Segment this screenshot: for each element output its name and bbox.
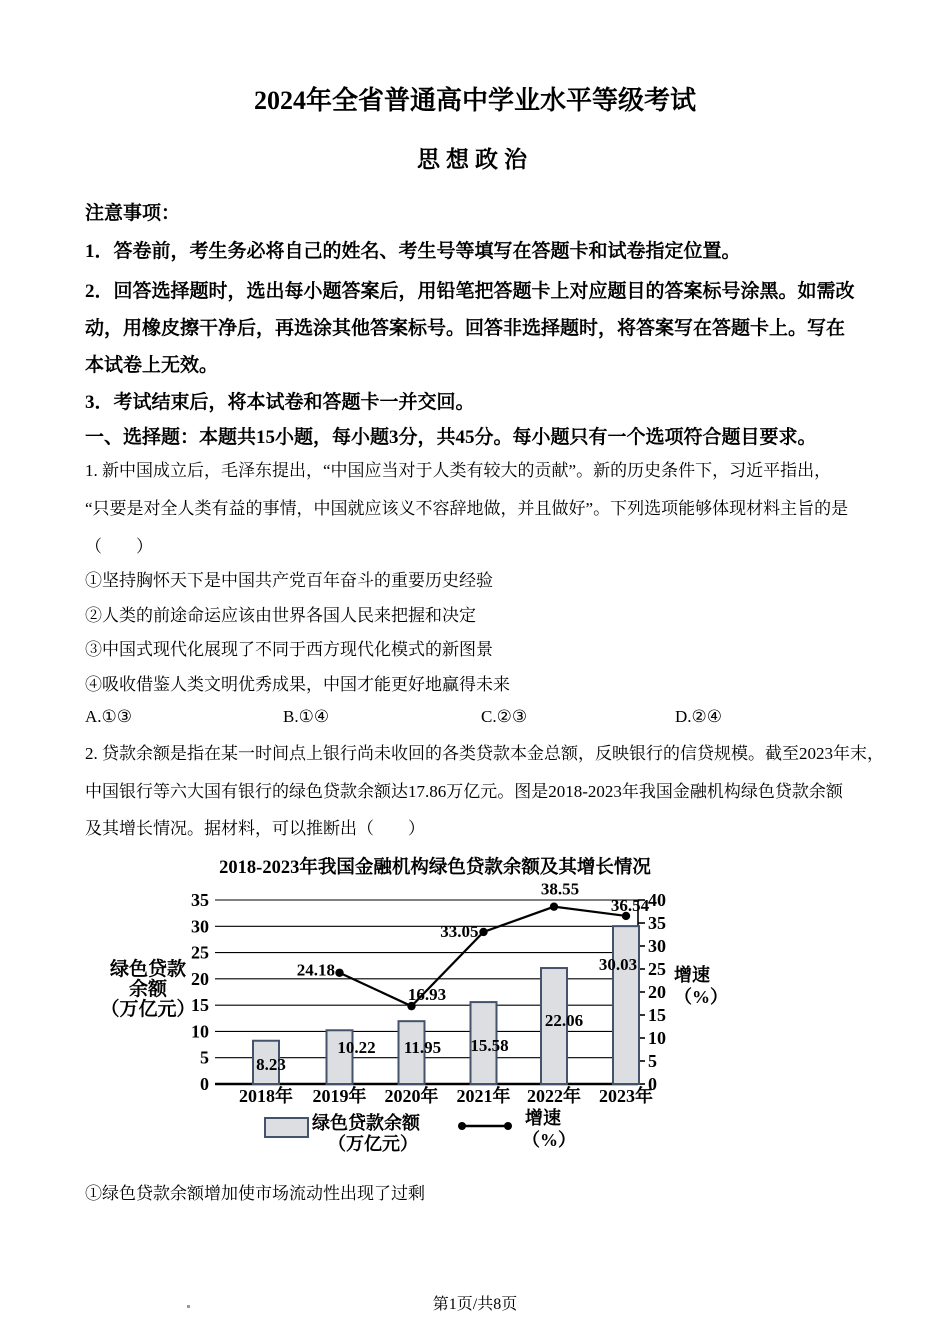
answer-choice-b: B.①④ <box>283 707 330 726</box>
question-1-option-4: ④吸收借鉴人类文明优秀成果，中国才能更好地赢得未来 <box>85 675 510 694</box>
line-point <box>479 928 487 936</box>
legend-bar-label: （万亿元） <box>328 1134 418 1154</box>
line-value-label: 16.93 <box>407 985 447 1005</box>
question-2-line-3: 及其增长情况。据材料，可以推断出（ ） <box>85 819 425 838</box>
line-point <box>550 902 558 910</box>
line-value-label: 36.54 <box>610 895 650 915</box>
bar-value-label: 8.23 <box>256 1055 286 1074</box>
notice-line-3: 动，用橡皮擦干净后，再选涂其他答案标号。回答非选择题时，将答案写在答题卡上。写在 <box>85 318 846 339</box>
notice-line-1: 1．答卷前，考生务必将自己的姓名、考生号等填写在答题卡和试卷指定位置。 <box>85 241 741 262</box>
x-axis-tick-label: 2019年 <box>312 1086 367 1106</box>
x-axis-tick-label: 2023年 <box>599 1086 653 1106</box>
growth-line <box>340 907 627 1006</box>
question-2-line-1: 2. 贷款余额是指在某一时间点上银行尚未收回的各类贷款本金总额，反映银行的信贷规模。截至2023年末， <box>85 744 884 763</box>
right-axis-tick-label: 25 <box>648 959 666 979</box>
page-title: 2024年全省普通高中学业水平等级考试 <box>253 86 696 115</box>
right-axis-title: （%） <box>674 987 728 1007</box>
bar-value-label: 30.03 <box>598 955 638 974</box>
right-axis-tick-label: 20 <box>648 982 666 1002</box>
left-axis-tick-label: 30 <box>191 916 209 937</box>
question-1-option-2: ②人类的前途命运应该由世界各国人民来把握和决定 <box>85 606 476 625</box>
question-1-line-2: “只要是对全人类有益的事情，中国就应该义不容辞地做，并且做好”。下列选项能够体现材料主旨的是 <box>85 499 849 518</box>
line-value-label: 24.18 <box>296 960 335 980</box>
line-value-label: 38.55 <box>540 879 580 899</box>
left-axis-title: 绿色贷款 <box>109 959 187 980</box>
notice-line-2: 2．回答选择题时，选出每小题答案后，用铅笔把答题卡上对应题目的答案标号涂黑。如需改 <box>85 281 855 302</box>
question-1-option-3: ③中国式现代化展现了不同于西方现代化模式的新图景 <box>85 640 493 659</box>
answer-choice-d: D.②④ <box>675 707 723 726</box>
answer-choice-a: A.①③ <box>85 707 133 726</box>
answer-choice-c: C.②③ <box>481 707 528 726</box>
left-axis-tick-label: 20 <box>191 968 209 989</box>
right-axis-tick-label: 0 <box>648 1074 657 1094</box>
right-axis-tick-label: 30 <box>648 936 666 956</box>
right-axis-title: 增速 <box>674 965 710 985</box>
bar-2023年 <box>613 926 639 1084</box>
legend-bar-label: 绿色贷款余额 <box>312 1113 420 1133</box>
right-axis-tick-label: 40 <box>648 890 666 910</box>
left-axis-title: （万亿元） <box>100 999 196 1020</box>
left-axis-tick-label: 0 <box>200 1074 209 1094</box>
right-axis-tick-label: 35 <box>648 913 666 933</box>
x-axis-tick-label: 2018年 <box>239 1086 293 1106</box>
line-value-label: 33.05 <box>440 921 479 941</box>
legend-line-dot <box>504 1122 512 1130</box>
left-axis-tick-label: 10 <box>191 1021 209 1042</box>
right-axis-tick-label: 5 <box>648 1051 657 1071</box>
line-point <box>335 969 343 977</box>
page-subtitle: 思想政治 <box>417 147 533 172</box>
legend-line-label: 增速 <box>525 1108 561 1128</box>
x-axis-tick-label: 2021年 <box>456 1086 511 1106</box>
x-axis-tick-label: 2022年 <box>527 1086 581 1106</box>
bar-value-label: 10.22 <box>337 1038 376 1057</box>
legend-bar-swatch <box>265 1118 308 1137</box>
left-axis-tick-label: 5 <box>200 1047 209 1068</box>
question-1-option-1: ①坚持胸怀天下是中国共产党百年奋斗的重要历史经验 <box>85 571 493 590</box>
notice-line-5: 3．考试结束后，将本试卷和答题卡一并交回。 <box>85 392 475 413</box>
notice-heading: 注意事项： <box>85 203 181 224</box>
speck-artifact <box>187 1305 190 1308</box>
left-axis-tick-label: 15 <box>191 995 209 1016</box>
legend-line-label: （%） <box>522 1130 576 1150</box>
left-axis-tick-label: 35 <box>191 890 209 910</box>
bar-value-label: 15.58 <box>470 1036 509 1055</box>
page-footer: 第1页/共8页 <box>432 1296 518 1313</box>
question-2-line-2: 中国银行等六大国有银行的绿色贷款余额达17.86万亿元。图是2018-2023年我国金融机构绿色贷款余额 <box>85 782 843 801</box>
left-axis-title: 余额 <box>128 979 168 1000</box>
right-axis-tick-label: 10 <box>648 1028 666 1048</box>
question-1-bracket: （ ） <box>85 537 153 556</box>
left-axis-tick-label: 25 <box>191 942 209 963</box>
green-loan-chart <box>85 845 870 1170</box>
question-2-option-1: ①绿色贷款余额增加使市场流动性出现了过剩 <box>85 1184 425 1203</box>
legend-line-dot <box>458 1122 466 1130</box>
section-heading: 一、选择题：本题共15小题，每小题3分，共45分。每小题只有一个选项符合题目要求。 <box>85 427 817 448</box>
bar-value-label: 22.06 <box>544 1011 584 1030</box>
question-1-line-1: 1. 新中国成立后，毛泽东提出，“中国应当对于人类有较大的贡献”。新的历史条件下，习近平指出， <box>85 461 832 480</box>
x-axis-tick-label: 2020年 <box>384 1086 439 1106</box>
bar-value-label: 11.95 <box>403 1038 442 1057</box>
notice-line-4: 本试卷上无效。 <box>85 355 219 376</box>
right-axis-tick-label: 15 <box>648 1005 666 1025</box>
chart-title: 2018-2023年我国金融机构绿色贷款余额及其增长情况 <box>219 858 651 878</box>
